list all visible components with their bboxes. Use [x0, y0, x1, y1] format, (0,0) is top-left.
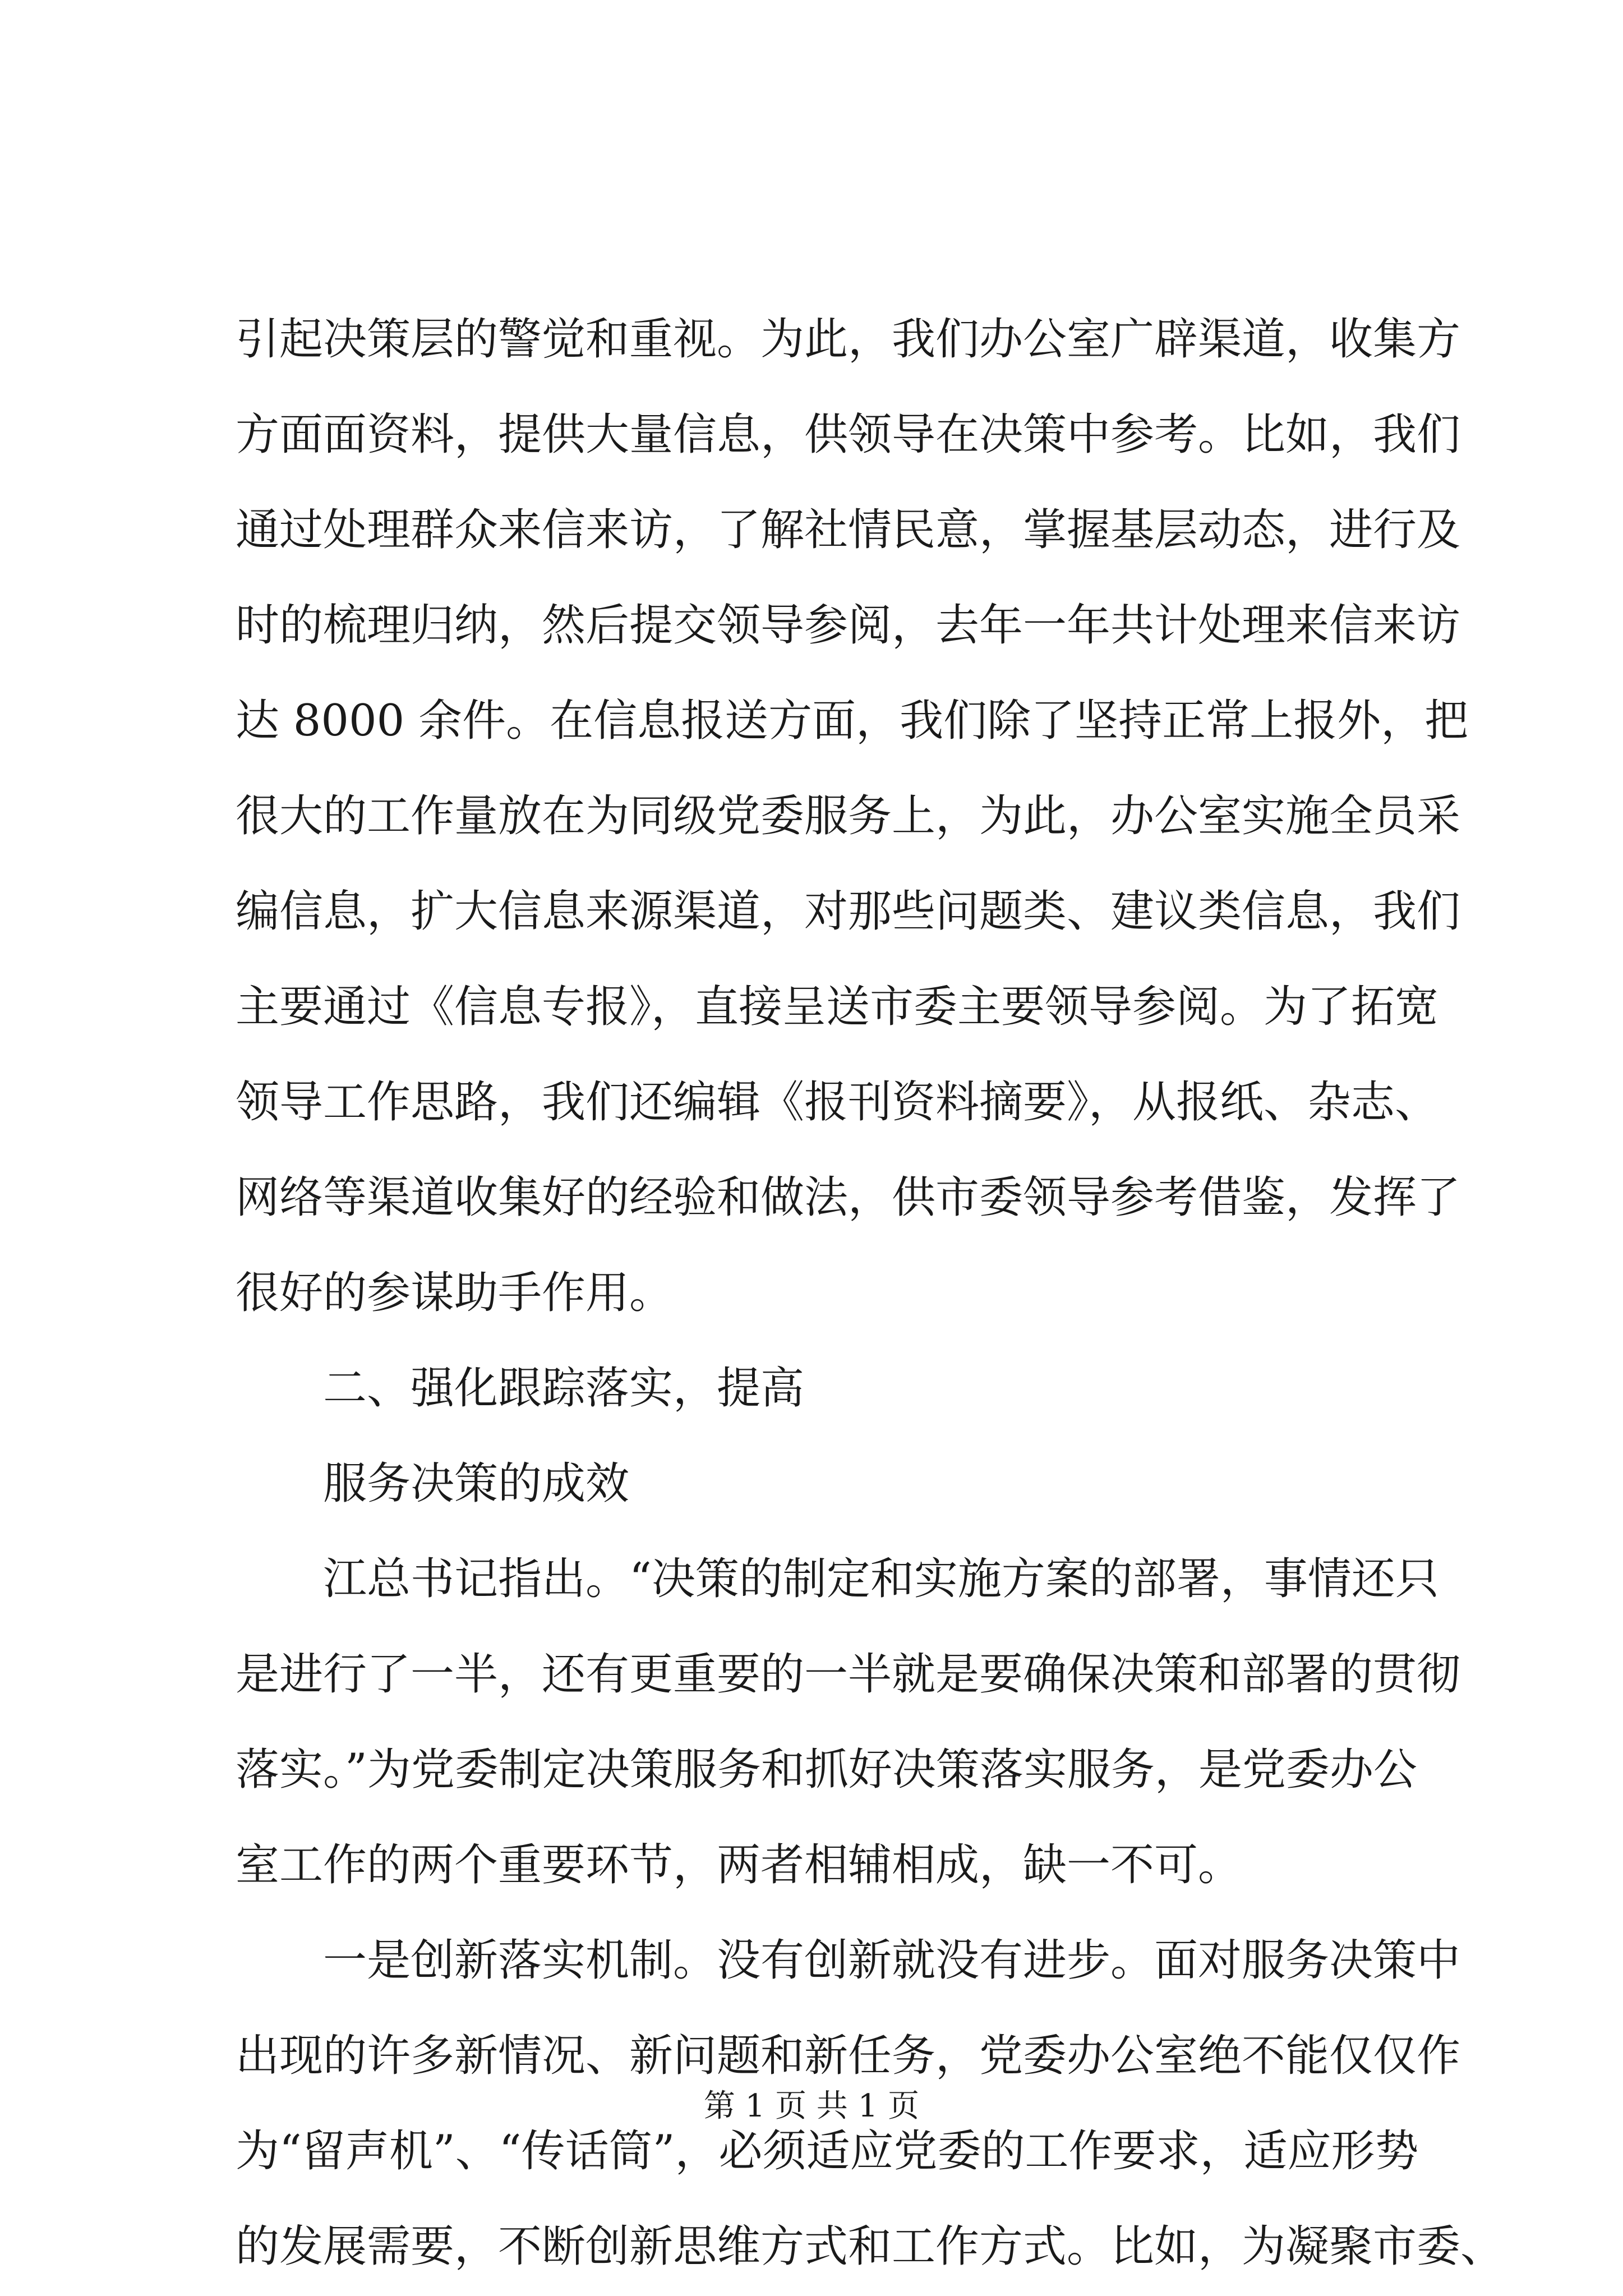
text-line: 很好的参谋助手作用。 [236, 1268, 674, 1318]
text-line: 方面面资料，提供大量信息，供领导在决策中参考。比如，我们 [236, 409, 1461, 460]
document-body [236, 292, 1505, 2294]
text-line: 编信息，扩大信息来源渠道，对那些问题类、建议类信息，我们 [236, 886, 1461, 937]
text-line: 领导工作思路，我们还编辑《报刊资料摘要》，从报纸、杂志、 [236, 1077, 1439, 1128]
text-line: 网络等渠道收集好的经验和做法，供市委领导参考借鉴，发挥了 [236, 1172, 1461, 1223]
text-line: 主要通过《信息专报》，直接呈送市委主要领导参阅。为了拓宽 [236, 982, 1439, 1032]
text-line: 为“留声机”、“传话筒”，必须适应党委的工作要求，适应形势 [236, 2126, 1419, 2177]
text-line: 通过处理群众来信来访，了解社情民意，掌握基层动态，进行及 [236, 505, 1461, 555]
page-number: 第 1 页 共 1 页 [703, 2088, 920, 2124]
text-line: 一是创新落实机制。没有创新就没有进步。面对服务决策中 [323, 1935, 1461, 1986]
text-line: 落实。”为党委制定决策服务和抓好决策落实服务，是党委办公 [236, 1745, 1417, 1795]
text-line: 引起决策层的警觉和重视。为此，我们办公室广辟渠道，收集方 [236, 314, 1461, 365]
text-line: 出现的许多新情况、新问题和新任务，党委办公室绝不能仅仅作 [236, 2031, 1461, 2081]
text-line: 江总书记指出。“决策的制定和实施方案的部署，事情还只 [323, 1554, 1439, 1604]
page-footer [0, 2084, 1623, 2129]
text-line: 的发展需要，不断创新思维方式和工作方式。比如，为凝聚市委、 [236, 2221, 1505, 2272]
text-line: 时的梳理归纳，然后提交领导参阅，去年一年共计处理来信来访 [236, 600, 1461, 651]
text-line: 达 8000 余件。在信息报送方面，我们除了坚持正常上报外，把 [236, 696, 1469, 746]
section-heading: 服务决策的成效 [323, 1458, 630, 1509]
text-line: 是进行了一半，还有更重要的一半就是要确保决策和部署的贯彻 [236, 1649, 1461, 1700]
text-line: 室工作的两个重要环节，两者相辅相成，缺一不可。 [236, 1840, 1242, 1890]
text-line: 很大的工作量放在为同级党委服务上，为此，办公室实施全员采 [236, 791, 1461, 841]
section-heading: 二、强化跟踪落实，提高 [323, 1363, 805, 1414]
